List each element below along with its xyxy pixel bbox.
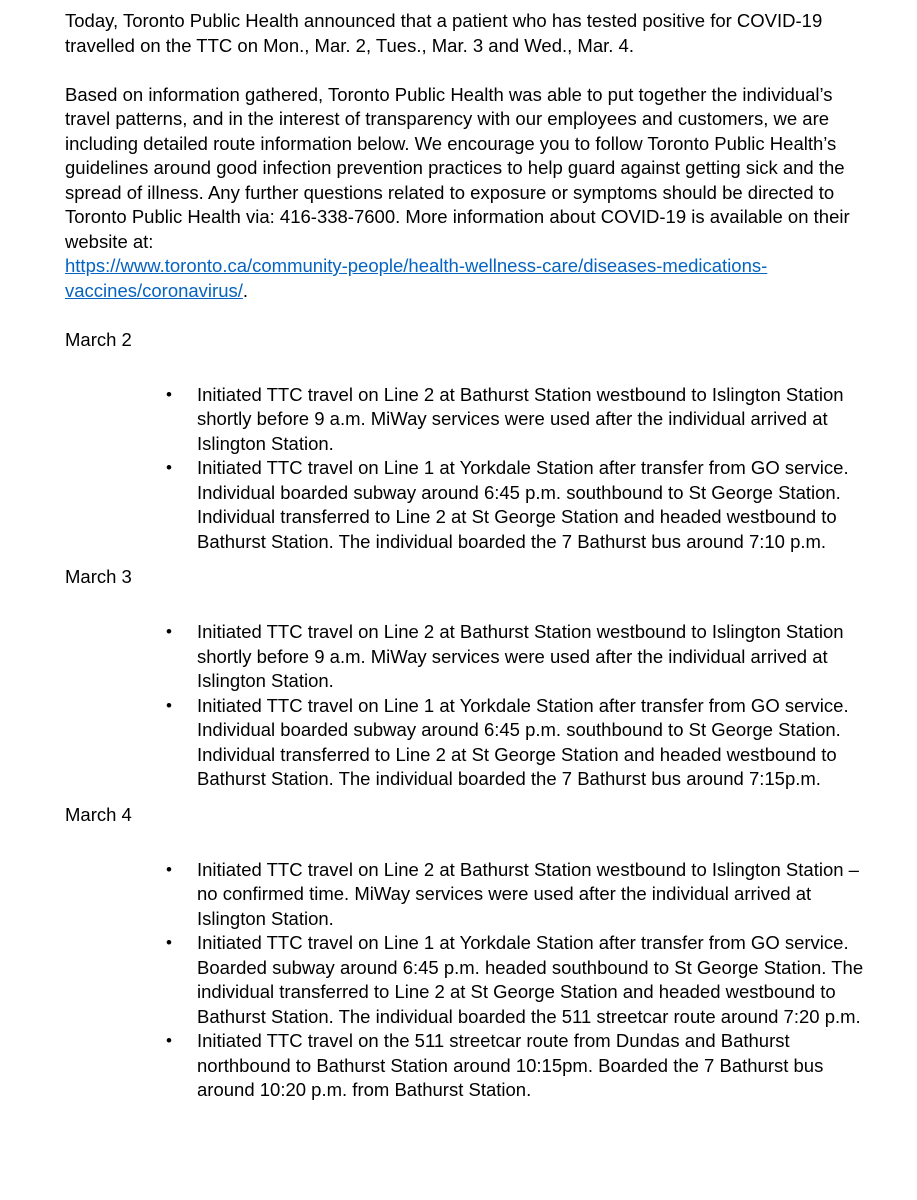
coronavirus-info-link[interactable]: https://www.toronto.ca/community-people/health-wellness-care/diseases-medications-vaccines/coronavirus/ [65, 255, 768, 301]
heading-spacer [65, 827, 865, 852]
list-item-text: Initiated TTC travel on Line 2 at Bathurst Station westbound to Islington Station shortly before 9 a.m. MiWay services were used after the individual arrived at Islington Station. [197, 621, 844, 691]
paragraph-spacer [65, 303, 865, 328]
list-item-text: Initiated TTC travel on Line 1 at Yorkdale Station after transfer from GO service. Individual boarded subway around 6:45 p.m. southbound to St George Station. Individual transferred to Line 2 at St George Station and headed westbound to Bathurst Station. The individual boarded the 7 Bathurst bus around 7:10 p.m. [197, 457, 849, 552]
intro-paragraph: Today, Toronto Public Health announced that a patient who has tested positive for COVID-19 travelled on the TTC on Mon., Mar. 2, Tues., Mar. 3 and Wed., Mar. 4. [65, 10, 823, 56]
bullet-icon: • [166, 622, 172, 641]
list-item-text: Initiated TTC travel on Line 1 at Yorkdale Station after transfer from GO service. Boarded subway around 6:45 p.m. headed southbound to St George Station. The individual transferred to Line 2 at St George Station and headed westbound to Bathurst Station. The individual boarded the 511 streetcar route around 7:20 p.m. [197, 932, 864, 1027]
section-heading-march-4: March 4 [65, 803, 132, 825]
heading-spacer [65, 352, 865, 377]
list-item [65, 694, 865, 792]
link-period: . [242, 279, 249, 301]
section-spacer [65, 554, 865, 565]
details-paragraph [65, 83, 865, 304]
heading-spacer [65, 590, 865, 615]
list-item [65, 456, 865, 554]
list-item-text: Initiated TTC travel on Line 2 at Bathurst Station westbound to Islington Station shortly before 9 a.m. MiWay services were used after the individual arrived at Islington Station. [197, 383, 844, 454]
section-heading-march-3: March 3 [65, 566, 132, 587]
march-4-list [65, 858, 865, 1103]
details-text: Based on information gathered, Toronto Public Health was able to put together the individual’s travel patterns, and in the interest of transparency with our employees and customers, we are including detailed route information below. We encourage you to follow Toronto Public Health’s guidelines around good infection prevention practices to help guard against getting sick and the spread of illness. Any further questions related to exposure or symptoms should be directed to Toronto Public Health via: 416-338-7600. More information about COVID-19 is available on their website at: [65, 83, 850, 252]
list-item-text: Initiated TTC travel on Line 2 at Bathurst Station westbound to Islington Station – no confirmed time. MiWay services were used after the individual arrived at Islington Station. [197, 858, 859, 929]
section-spacer [65, 792, 865, 803]
list-item [65, 931, 865, 1029]
list-item [65, 1029, 865, 1103]
bullet-icon: • [166, 859, 172, 879]
bullet-icon: • [166, 1031, 172, 1050]
bullet-icon: • [166, 458, 172, 477]
march-3-list [65, 620, 865, 792]
list-item-text: Initiated TTC travel on the 511 streetcar route from Dundas and Bathurst northbound to Bathurst Station around 10:15pm. Boarded the 7 Bathurst bus around 10:20 p.m. from Bathurst Station. [197, 1030, 824, 1100]
bullet-icon: • [166, 933, 172, 952]
paragraph-spacer [65, 58, 865, 83]
document-page [65, 9, 865, 1103]
list-item [65, 383, 865, 457]
march-2-list [65, 383, 865, 555]
list-item [65, 620, 865, 694]
section-heading-march-2: March 2 [65, 328, 132, 350]
bullet-icon: • [166, 695, 172, 715]
list-item-text: Initiated TTC travel on Line 1 at Yorkdale Station after transfer from GO service. Individual boarded subway around 6:45 p.m. southbound to St George Station. Individual transferred to Line 2 at St George Station and headed westbound to Bathurst Station. The individual boarded the 7 Bathurst bus around 7:15p.m. [197, 694, 849, 789]
bullet-icon: • [166, 384, 172, 404]
list-item [65, 858, 865, 932]
